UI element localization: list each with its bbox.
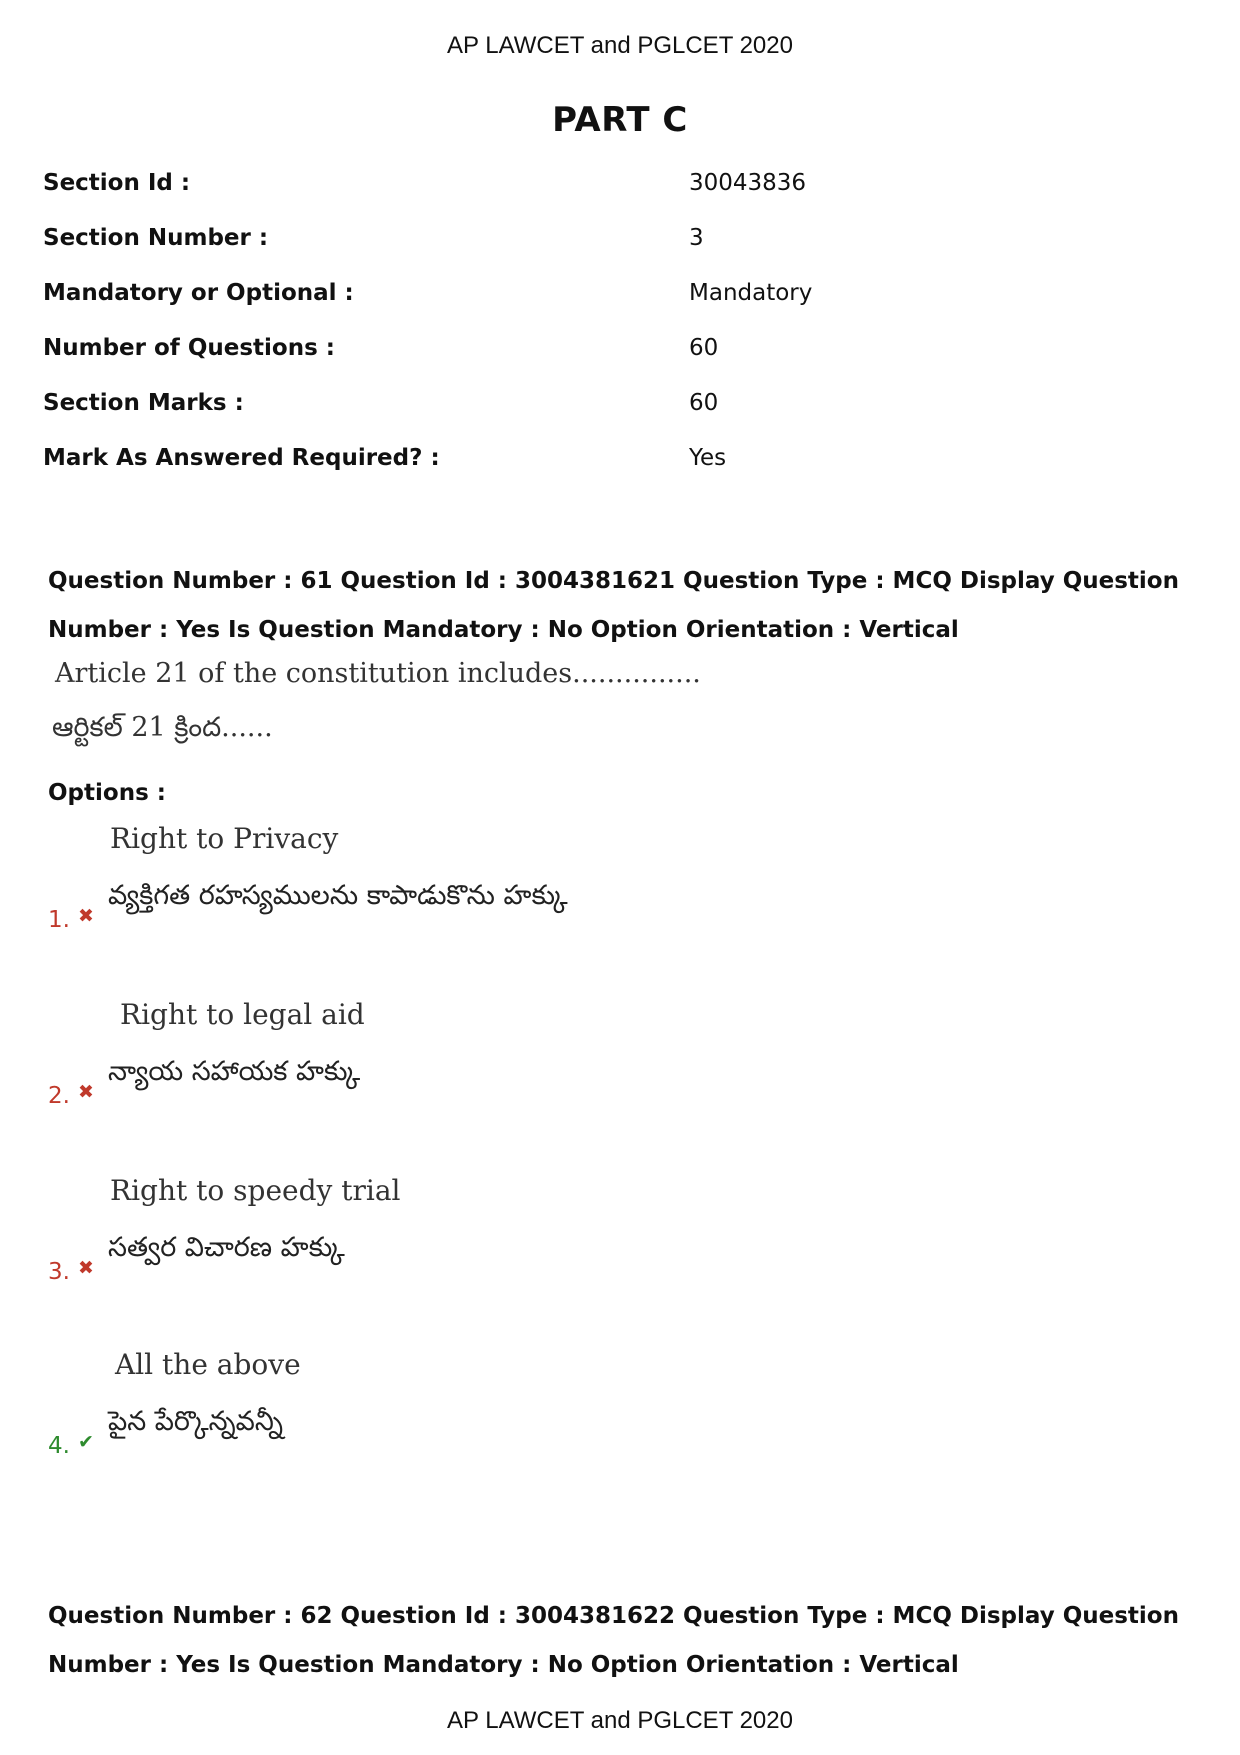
option-2-text-en: Right to legal aid (120, 998, 365, 1031)
num-questions-value: 60 (689, 335, 719, 361)
option-1-text-te: వ్యక్తిగత రహస్యములను కాపాడుకొను హక్కు (108, 880, 568, 911)
section-number-row (43, 225, 1193, 280)
part-title: PART C (552, 100, 688, 140)
question-62-meta-line1: Question Number : 62 Question Id : 3004381622 Question Type : MCQ Display Question (48, 1603, 1179, 1629)
section-id-label: Section Id : (43, 170, 191, 196)
num-questions-label: Number of Questions : (43, 335, 335, 361)
options-label: Options : (48, 780, 166, 806)
mark-answered-label: Mark As Answered Required? : (43, 445, 440, 471)
cross-icon: ✖ (78, 1081, 94, 1103)
question-61-text-te: ఆర్టికల్ 21 క్రింద...... (52, 712, 273, 743)
option-2-text-te: న్యాయ సహాయక హక్కు (108, 1056, 361, 1087)
section-id-value: 30043836 (689, 170, 807, 196)
check-icon: ✔ (78, 1431, 94, 1453)
question-62-meta-line2: Number : Yes Is Question Mandatory : No Option Orientation : Vertical (48, 1652, 959, 1678)
section-number-label: Section Number : (43, 225, 269, 251)
option-2-number: 2. (48, 1083, 70, 1109)
question-61-meta-line2: Number : Yes Is Question Mandatory : No Option Orientation : Vertical (48, 617, 959, 643)
mark-answered-value: Yes (689, 445, 727, 471)
option-3-text-te: సత్వర విచారణ హక్కు (108, 1232, 345, 1263)
question-61-meta-line1: Question Number : 61 Question Id : 3004381621 Question Type : MCQ Display Question (48, 568, 1179, 594)
section-marks-value: 60 (689, 390, 719, 416)
question-61-meta (48, 557, 1198, 655)
question-61-text-en: Article 21 of the constitution includes............... (55, 658, 701, 689)
option-4-text-te: పైన పేర్కొన్నవన్నీ (108, 1406, 283, 1437)
section-number-value: 3 (689, 225, 704, 251)
section-info (43, 170, 1193, 500)
option-1-text-en: Right to Privacy (110, 822, 339, 855)
cross-icon: ✖ (78, 1257, 94, 1279)
section-id-row (43, 170, 1193, 225)
option-3-text-en: Right to speedy trial (110, 1174, 401, 1207)
num-questions-row (43, 335, 1193, 390)
cross-icon: ✖ (78, 905, 94, 927)
page-header: AP LAWCET and PGLCET 2020 (447, 32, 793, 59)
page-footer: AP LAWCET and PGLCET 2020 (447, 1707, 793, 1734)
mandatory-label: Mandatory or Optional : (43, 280, 354, 306)
question-62-meta (48, 1592, 1198, 1690)
mark-answered-row (43, 445, 1193, 500)
mandatory-row (43, 280, 1193, 335)
section-marks-row (43, 390, 1193, 445)
mandatory-value: Mandatory (689, 280, 813, 306)
option-1-number: 1. (48, 907, 70, 933)
option-3-number: 3. (48, 1259, 70, 1285)
option-4-number: 4. (48, 1433, 70, 1459)
option-4-text-en: All the above (115, 1348, 301, 1381)
section-marks-label: Section Marks : (43, 390, 244, 416)
